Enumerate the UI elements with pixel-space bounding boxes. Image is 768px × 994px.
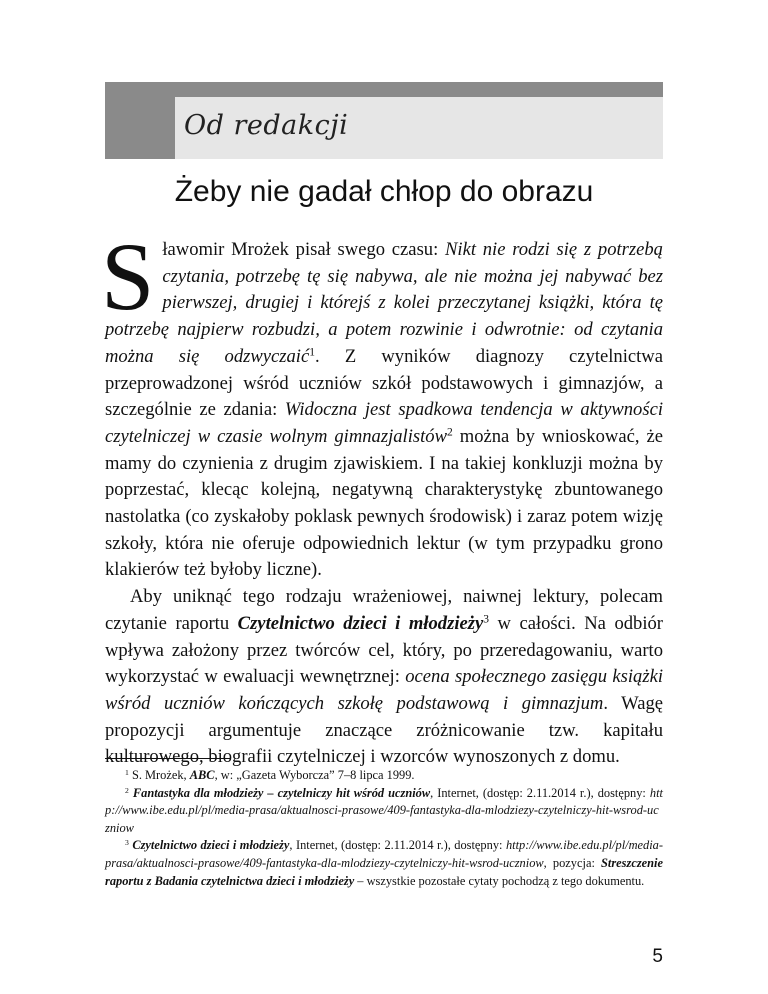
footnote-ref-3: 3 [483,613,489,626]
footnote-3 [105,837,663,890]
section-label: Od redakcji [184,110,349,141]
quote-diagnosis: Widoczna jest spadkowa tendencja w aktywności czytelniczej w czasie wolnym gimnazjalistów [105,399,664,447]
footnote-text: , Internet, (dostęp: 2.11.2014 r.), dostępny: [430,785,650,800]
report-title: Czytelnictwo dzieci i młodzieży [237,612,484,634]
text-run: w całości. Na odbiór wpływa założony przez twórców cel, który, po przeredagowaniu, warto wykorzystać w ewaluacji wewnętrznej: [105,612,663,688]
footnote-work-title: Czytelnictwo dzieci i młodzieży [132,838,290,853]
text-run: . Wagę propozycji argumentuje znaczące zróżnicowanie tzw. kapitału kulturowego, biografii czytelniczej i wzorców wynoszonych z domu. [105,692,664,768]
quote-goal: ocena społecznego zasięgu książki wśród uczniów kończących szkołę podstawową i gimnazjum [105,666,663,714]
footnote-text: – wszystkie pozostałe cytaty pochodzą z tego dokumentu. [354,873,645,888]
text-run: ławomir Mrożek pisał swego czasu: [162,239,446,260]
footnote-summary-title: Streszczenie raportu z Badania czytelnictwa dzieci i młodzieży [105,855,663,888]
paragraph-1 [101,223,664,584]
paragraph-2 [105,584,663,771]
text-run: Aby uniknąć tego rodzaju wrażeniowej, naiwnej lektury, polecam czytanie raportu [105,586,663,634]
footnote-number: 1 [125,767,129,777]
page-number: 5 [652,946,663,967]
footnote-url[interactable]: http://www.ibe.edu.pl/pl/media-prasa/aktualnosci-prasowe/409-fantastyka-dla-mlodziezy-czytelniczy-hit-wsrod-uczniow [105,838,663,870]
drop-cap: S [101,223,155,330]
footnote-number: 2 [125,785,129,795]
article-body [101,223,664,771]
footnote-divider [105,758,230,759]
footnote-work-title: Fantastyka dla młodzieży – czytelniczy hit wśród uczniów [132,785,431,800]
article-title: Żeby nie gadał chłop do obrazu [174,175,594,208]
quote-mrozek: Nikt nie rodzi się z potrzebą czytania, potrzebę tę się nabywa, ale nie można jej nabywać bez pierwszej, drugiej i którejś z kolei przeczytanej książki, która tę potrzebę najpierw rozbudzi, a potem rozwinie i odwrotnie: od czytania można się odzwyczaić [105,239,663,367]
footnote-1 [105,767,663,785]
footnotes [105,767,663,890]
footnote-text: , w: „Gazeta Wyborcza” 7–8 lipca 1999. [214,768,415,782]
footnote-ref-1: 1 [309,346,315,359]
footnote-ref-2: 2 [446,426,453,439]
footnote-2 [105,785,663,838]
footnote-text: , pozycja: [543,855,602,870]
footnote-number: 3 [125,838,129,848]
footnote-text: S. Mrożek, [128,768,190,782]
footnote-url[interactable]: http://www.ibe.edu.pl/pl/media-prasa/aktualnosci-prasowe/409-fantastyka-dla-mlodziezy-czytelniczy-hit-wsrod-uczniow [105,785,663,835]
text-run: . Z wyników diagnozy czytelnictwa przeprowadzonej wśród uczniów szkół podstawowych i gimnazjów, a szczególnie ze zdania: [105,345,663,421]
footnote-work-title: ABC [189,768,215,782]
footnote-text: , Internet, (dostęp: 2.11.2014 r.), dostępny: [289,838,506,853]
text-run: można by wnioskować, że mamy do czynienia z drugim zjawiskiem. I na takiej konkluzji można by poprzestać, klecąc kolejną, negatywną charakterystykę zbuntowanego nastolatka (co zyskałoby poklask pewnych środowisk) i zaraz potem wizję szkoły, która nie oferuje odpowiednich lektur (w tym przypadku grono klakierów też byłoby liczne). [105,425,663,581]
